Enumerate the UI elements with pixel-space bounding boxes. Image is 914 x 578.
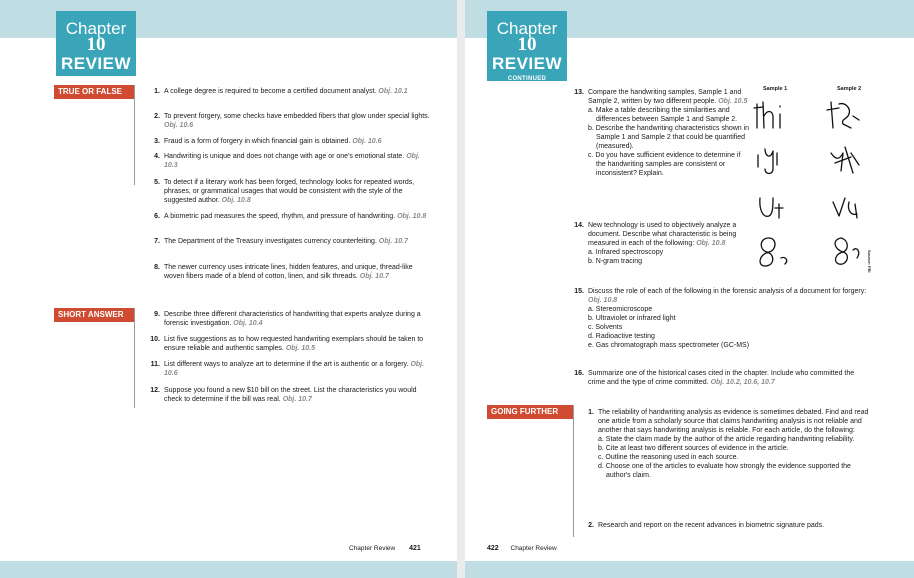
sample-2-u-glyph (829, 190, 869, 224)
question-7: 7. The Department of the Treasury investigates currency counterfeiting. Obj. 10.7 (154, 238, 408, 245)
right-page (465, 0, 914, 578)
going-further-2: 2. Research and report on the recent advances in biometric signature pads. (588, 522, 825, 529)
question-12: 12. Suppose you found a new $10 bill on the street. List the characteristics you would check to determine if the bill was real. Obj. 10.7 (150, 387, 417, 403)
question-10: 10. List five suggestions as to how requested handwriting exemplars should be taken to ensure reliable and authentic samples. Obj. 10.5 (150, 336, 424, 352)
section-rule (573, 405, 574, 537)
sample-1-y-glyph (755, 143, 795, 177)
question-5: 5. To detect if a literary work has been forged, technology looks for repeated words, phrases, or grammatical usages that would be consistent with the style of the suggested author. Obj. 10.8 (154, 179, 415, 204)
question-4: 4. Handwriting is unique and does not change with age or one's emotional state. Obj. 10.3 (154, 153, 420, 169)
bottom-band (0, 561, 457, 578)
chapter-header (487, 11, 567, 81)
page-footer (487, 545, 557, 552)
chapter-header (56, 11, 136, 76)
review-title: REVIEW (60, 54, 132, 73)
bottom-band (465, 561, 914, 578)
question-9: 9. Describe three different characteristics of handwriting that experts analyze during a forensic investigation. Obj. 10.4 (154, 311, 421, 327)
question-15: 15. Discuss the role of each of the following in the forensic analysis of a document for forgery: Obj. 10.8 a. Stereomicroscope b. Ultraviolet or infrared light c. Solvents d. Radioactive testing e. Gas chromatograph mass spectrometer (GC-MS) (574, 288, 867, 349)
question-16: 16. Summarize one of the historical cases cited in the chapter. Include who committed the crime and the type of crime committed. Obj. 10.2, 10.6, 10.7 (574, 370, 855, 386)
page-number: 422 (487, 545, 499, 552)
question-13: 13. Compare the handwriting samples, Sample 1 and Sample 2, written by two different people. Obj. 10.5 a. Make a table describing the similarities and differences between Sample 1 and Sample 2. b. Describe the handwriting characteristics shown in Sample 1 and Sample 2 that could be quantified (measured). c. Do you have sufficient evidence to determine if the handwriting samples are consistent or inconsistent? Explain. (574, 89, 750, 177)
going-further-1: 1. The reliability of handwriting analysis as evidence is sometimes debated. Find and read one article from a scholarly source that claims handwriting analysis is not reliable and another that says handwriting analysis is reliable. For each article, do the following: a. State the claim made by the author of the article regarding handwriting reliability. b. Cite at least two different sources of evidence in the article. c. Outline the reasoning used in each source. d. Choose one of the articles to evaluate how strongly the evidence supported the author's claim. (588, 409, 869, 479)
page-footer (349, 545, 421, 552)
section-rule (134, 85, 135, 185)
question-14: 14. New technology is used to objectively analyze a document. Describe what characteristic is being measured in each of the following: Obj. 10.8 a. Infrared spectroscopy b. N-gram tracing (574, 222, 737, 265)
chapter-label: Chapter 10 (65, 19, 127, 55)
chapter-label: Chapter 10 (496, 19, 558, 55)
question-8: 8. The newer currency uses intricate lines, hidden features, and unique, thread-like woven fibers made of a blend of cotton, linen, and silk threads. Obj. 10.7 (154, 264, 413, 280)
page-gutter (457, 0, 465, 578)
sample-2-th-glyph (825, 98, 865, 132)
question-1: 1. A college degree is required to become a certified document analyst. Obj. 10.1 (154, 88, 408, 95)
question-6: 6. A biometric pad measures the speed, rhythm, and pressure of handwriting. Obj. 10.8 (154, 213, 427, 220)
image-source-credit: Source: FBI (867, 250, 872, 273)
sample-2-label: Sample 2 (837, 86, 862, 92)
sample-1-label: Sample 1 (763, 86, 788, 92)
continued-label: CONTINUED (507, 76, 547, 82)
section-short-answer: SHORT ANSWER (54, 308, 134, 322)
section-going-further: GOING FURTHER (487, 405, 573, 419)
sample-1-u-glyph (757, 190, 797, 224)
sample-2-8-glyph (829, 234, 869, 272)
page-number: 421 (409, 545, 421, 552)
footer-label: Chapter Review (510, 545, 557, 552)
sample-1-8-glyph (755, 234, 795, 272)
question-3: 3. Fraud is a form of forgery in which financial gain is obtained. Obj. 10.6 (154, 138, 382, 145)
section-rule (134, 308, 135, 408)
footer-label: Chapter Review (349, 545, 396, 552)
review-title: REVIEW (491, 54, 563, 73)
section-true-or-false: TRUE OR FALSE (54, 85, 134, 99)
question-2: 2. To prevent forgery, some checks have embedded fibers that glow under special lights. Obj. 10.6 (154, 113, 430, 129)
question-11: 11. List different ways to analyze art to determine if the art is authentic or a forgery. Obj. 10.6 (150, 361, 425, 377)
sample-2-y-glyph (827, 143, 867, 177)
sample-1-th-glyph (753, 98, 793, 132)
